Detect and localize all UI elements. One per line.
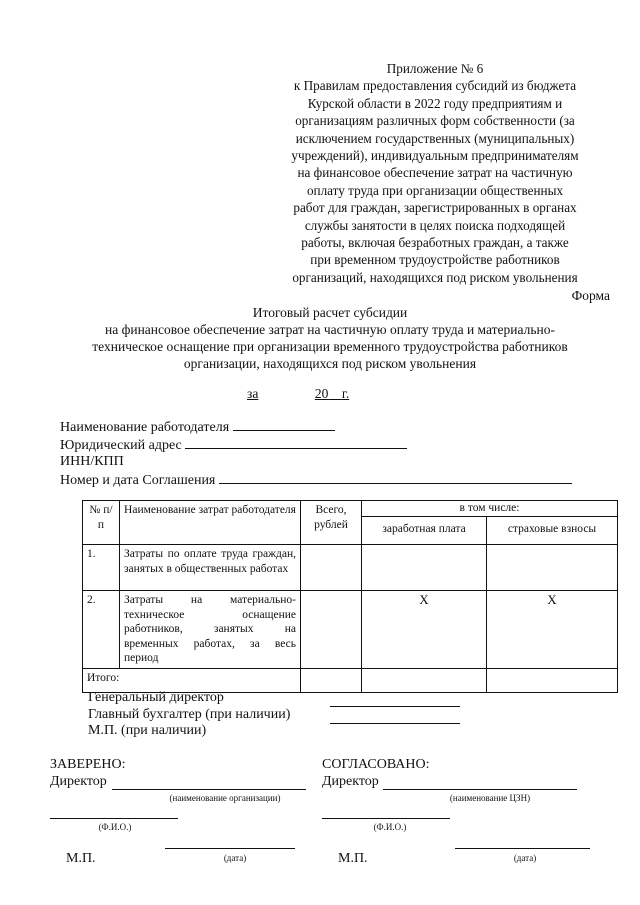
header-num: № п/п xyxy=(83,501,120,545)
appendix-line: работы, включая безработных граждан, а также xyxy=(301,235,569,251)
form-label: Форма xyxy=(571,288,610,303)
agreed-date-line[interactable] xyxy=(455,848,590,849)
appendix-line: организациям различных форм собственности (за xyxy=(295,113,575,129)
title-main: Итоговый расчет субсидии xyxy=(252,305,408,320)
appendix-line: на финансовое обеспечение затрат на частичную xyxy=(297,165,573,181)
row-total[interactable] xyxy=(301,545,362,591)
appendix-line: службы занятости в целях поиска подходящей xyxy=(304,217,566,233)
address-input-line[interactable] xyxy=(185,436,407,449)
total-salary[interactable] xyxy=(362,668,487,692)
header-insurance: страховые взносы xyxy=(487,516,618,545)
stamp-label: М.П. (при наличии) xyxy=(88,723,207,738)
appendix-line: работ для граждан, зарегистрированных в органах xyxy=(293,200,577,216)
agreement-input-line[interactable] xyxy=(219,471,572,484)
row-num: 1. xyxy=(83,545,120,591)
subsidy-table xyxy=(82,500,618,693)
row-total[interactable] xyxy=(301,591,362,669)
period xyxy=(247,386,349,402)
agreed-fio-caption: (Ф.И.О.) xyxy=(373,822,407,832)
appendix-line: учреждений), индивидуальным предпринимателям xyxy=(291,148,579,164)
title-line: организации, находящихся под риском увольнения xyxy=(183,356,477,371)
row-num: 2. xyxy=(83,591,120,669)
certified-org-line[interactable] xyxy=(112,789,306,790)
agreed-director-label: Директор xyxy=(322,774,379,789)
period-year: 20 xyxy=(314,386,329,401)
header-including: в том числе: xyxy=(362,501,618,517)
period-suffix: г. xyxy=(341,386,350,401)
header-total: Всего, рублей xyxy=(301,501,362,545)
appendix-block xyxy=(270,60,600,286)
certified-stamp: М.П. xyxy=(66,851,96,866)
row-insurance[interactable] xyxy=(487,545,618,591)
table-total-row xyxy=(83,668,618,692)
appendix-line: Курской области в 2022 году предприятиям и xyxy=(307,95,563,111)
certified-org-caption: (наименование организации) xyxy=(169,793,281,803)
certified-fio-line[interactable] xyxy=(50,818,178,819)
appendix-number: Приложение № 6 xyxy=(386,61,484,76)
row-salary: X xyxy=(362,591,487,669)
agreed-org-caption: (наименование ЦЗН) xyxy=(449,793,531,803)
document-title xyxy=(40,304,620,372)
total-insurance[interactable] xyxy=(487,668,618,692)
header-name: Наименование затрат работодателя xyxy=(120,501,301,545)
appendix-line: исключением государственных (муниципальных) xyxy=(295,130,575,146)
certified-director-label: Директор xyxy=(50,774,107,789)
appendix-line: оплату труда при организации общественных xyxy=(306,182,564,198)
header-salary: заработная плата xyxy=(362,516,487,545)
appendix-line: при временном трудоустройстве работников xyxy=(310,252,560,268)
agreed-heading: СОГЛАСОВАНО: xyxy=(322,757,430,772)
total-label: Итого: xyxy=(83,668,301,692)
row-salary[interactable] xyxy=(362,545,487,591)
employer-label: Наименование работодателя xyxy=(60,420,230,435)
row-name: Затраты по оплате труда граждан, занятых в общественных работах xyxy=(120,545,301,591)
table-row xyxy=(83,545,618,591)
accountant-signature-line[interactable] xyxy=(330,723,460,724)
table-header-row xyxy=(83,501,618,517)
period-prefix: за xyxy=(247,386,259,401)
agreed-org-line[interactable] xyxy=(383,789,577,790)
title-line: на финансовое обеспечение затрат на частичную оплату труда и материально- xyxy=(105,322,555,337)
employer-fields xyxy=(60,418,572,488)
certified-date-line[interactable] xyxy=(165,848,295,849)
appendix-line: к Правилам предоставления субсидий из бюджета xyxy=(293,78,577,94)
certified-heading: ЗАВЕРЕНО: xyxy=(50,757,126,772)
address-label: Юридический адрес xyxy=(60,437,182,453)
inn-label: ИНН/КПП xyxy=(60,454,124,469)
signatures-block xyxy=(88,690,290,740)
director-signature-label: Генеральный директор xyxy=(88,690,224,705)
accountant-signature-label: Главный бухгалтер (при наличии) xyxy=(88,706,291,722)
row-name: Затраты на материально-техническое оснащение работников, занятых на временных работах, за весь период xyxy=(120,591,301,669)
certified-fio-caption: (Ф.И.О.) xyxy=(98,822,132,832)
agreement-label: Номер и дата Соглашения xyxy=(60,472,216,488)
agreed-fio-line[interactable] xyxy=(322,818,450,819)
total-value[interactable] xyxy=(301,668,362,692)
agreed-date-caption: (дата) xyxy=(513,853,537,863)
employer-input-line[interactable] xyxy=(233,418,335,431)
agreed-stamp: М.П. xyxy=(338,851,368,866)
table-row xyxy=(83,591,618,669)
row-insurance: X xyxy=(487,591,618,669)
title-line: техническое оснащение при организации временного трудоустройства работников xyxy=(92,339,568,354)
appendix-line: организаций, находящихся под риском увольнения xyxy=(292,269,578,285)
director-signature-line[interactable] xyxy=(330,706,460,707)
certified-date-caption: (дата) xyxy=(223,853,247,863)
